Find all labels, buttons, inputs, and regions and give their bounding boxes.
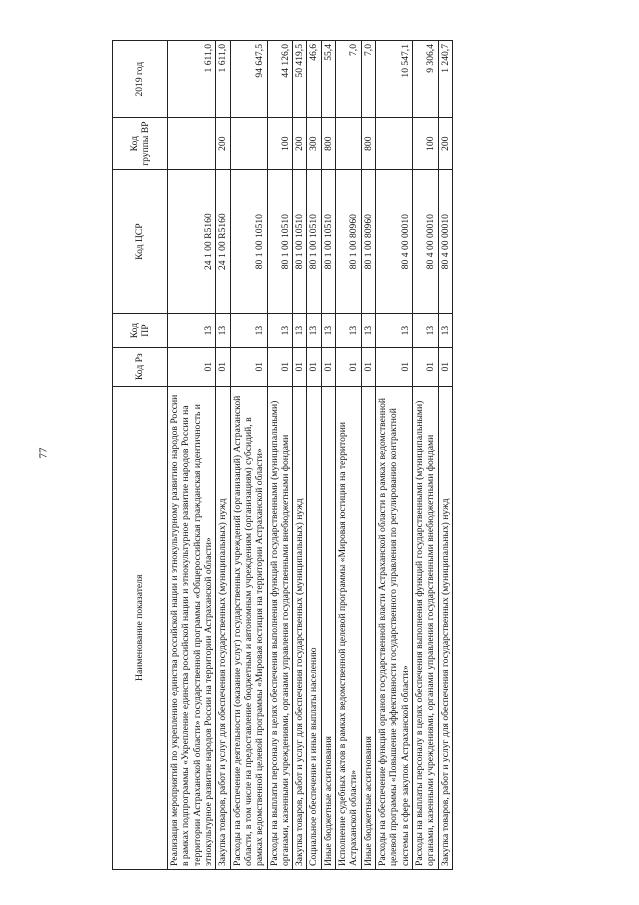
row-vr: 100: [412, 118, 438, 170]
row-csr: 24 1 00 R5160: [216, 169, 230, 313]
header-csr: Код ЦСР: [113, 169, 168, 313]
row-vr: 300: [307, 118, 321, 170]
row-csr: 80 1 00 10510: [230, 169, 267, 313]
row-name: Закупка товаров, работ и услуг для обеспечения государственных (муниципальных) нужд: [293, 386, 307, 869]
row-csr: 80 1 00 80960: [361, 169, 375, 313]
row-pr: 13: [438, 314, 452, 348]
row-vr: 200: [293, 118, 307, 170]
row-name: Социальное обеспечение и иные выплаты населению: [307, 386, 321, 869]
row-pr: 13: [168, 314, 216, 348]
row-2019: 94 647,5: [230, 41, 267, 118]
header-2019: 2019 год: [113, 41, 168, 118]
row-name: Расходы на выплаты персоналу в целях обеспечения выполнения функций государственными (муниципальными) органами, казенными учреждениями, органами управления государственными внебюджетными фондами: [412, 386, 438, 869]
row-rz: 01: [376, 347, 413, 386]
row-csr: 80 1 00 10510: [321, 169, 335, 313]
row-rz: 01: [336, 347, 362, 386]
row-rz: 01: [321, 347, 335, 386]
row-2019: 1 611,0: [168, 41, 216, 118]
row-pr: 13: [412, 314, 438, 348]
row-csr: 80 4 00 00010: [438, 169, 452, 313]
header-rz: Код Рз: [113, 347, 168, 386]
table-row: [361, 41, 375, 870]
header-pr: Код ПР: [113, 314, 168, 348]
row-csr: 80 4 00 00010: [376, 169, 413, 313]
row-vr: 200: [438, 118, 452, 170]
row-rz: 01: [307, 347, 321, 386]
page-number: 77: [37, 447, 50, 459]
row-pr: 13: [267, 314, 293, 348]
row-pr: 13: [361, 314, 375, 348]
row-name: Расходы на выплаты персоналу в целях обеспечения выполнения функций государственными (муниципальными) органами, казенными учреждениями, органами управления государственными внебюджетными фондами: [267, 386, 293, 869]
row-2019: 50 419,5: [293, 41, 307, 118]
row-2019: 9 306,4: [412, 41, 438, 118]
row-name: Закупка товаров, работ и услуг для обеспечения государственных (муниципальных) нужд: [438, 386, 452, 869]
table-row: [438, 41, 452, 870]
row-pr: 13: [293, 314, 307, 348]
row-2019: 1 611,0: [216, 41, 230, 118]
row-2019: 1 240,7: [438, 41, 452, 118]
row-vr: [336, 118, 362, 170]
table-row: [376, 41, 413, 870]
header-vr: Код группы ВР: [113, 118, 168, 170]
row-2019: 7,0: [336, 41, 362, 118]
row-vr: [168, 118, 216, 170]
row-2019: 10 547,1: [376, 41, 413, 118]
row-csr: 80 4 00 00010: [412, 169, 438, 313]
table-row: [168, 41, 216, 870]
table-row: [267, 41, 293, 870]
row-pr: 13: [216, 314, 230, 348]
row-pr: 13: [230, 314, 267, 348]
table-row: [307, 41, 321, 870]
header-name: Наименование показателя: [113, 386, 168, 869]
row-rz: 01: [361, 347, 375, 386]
row-pr: 13: [307, 314, 321, 348]
table-row: [336, 41, 362, 870]
row-name: Реализация мероприятий по укреплению единства российской нации и этнокультурному развитию народов России в рамках подпрограммы «Укрепление единства российской нации и этнокультурное развитие народов России на территории Астраханской области» государственной программы «Общероссийская гражданская идентичность и этнокультурное развитие народов России на территории Астраханской области»: [168, 386, 216, 869]
row-rz: 01: [267, 347, 293, 386]
row-csr: 24 1 00 R5160: [168, 169, 216, 313]
row-name: Расходы на обеспечение деятельности (оказание услуг) государственных учреждений (организаций) Астраханской области, в том числе на предоставление бюджетным и автономным учреждениям (организациям) субсидий, в рамках ведомственной целевой программы «Мировая юстиция на территории Астраханской области»: [230, 386, 267, 869]
row-2019: 55,4: [321, 41, 335, 118]
row-rz: 01: [412, 347, 438, 386]
row-csr: 80 1 00 10510: [293, 169, 307, 313]
row-vr: [230, 118, 267, 170]
row-pr: 13: [376, 314, 413, 348]
row-pr: 13: [321, 314, 335, 348]
row-name: Расходы на обеспечение функций органов государственной власти Астраханской области в рамках ведомственной целевой программы «Повышение эффективности государственного управления по регулированию контрактной системы в сфере закупок Астраханской области»: [376, 386, 413, 869]
row-2019: 46,6: [307, 41, 321, 118]
row-name: Иные бюджетные ассигнования: [321, 386, 335, 869]
table-row: [321, 41, 335, 870]
row-csr: 80 1 00 80960: [336, 169, 362, 313]
row-2019: 44 126,0: [267, 41, 293, 118]
row-2019: 7,0: [361, 41, 375, 118]
rotated-table-container: [112, 40, 453, 870]
row-name: Исполнение судебных актов в рамках ведомственной целевой программы «Мировая юстиция на территории Астраханской области»: [336, 386, 362, 869]
row-rz: 01: [438, 347, 452, 386]
row-pr: 13: [336, 314, 362, 348]
table-header-row: [113, 41, 168, 870]
row-csr: 80 1 00 10510: [307, 169, 321, 313]
row-rz: 01: [230, 347, 267, 386]
row-rz: 01: [168, 347, 216, 386]
row-vr: 200: [216, 118, 230, 170]
row-name: Иные бюджетные ассигнования: [361, 386, 375, 869]
table-row: [216, 41, 230, 870]
row-csr: 80 1 00 10510: [267, 169, 293, 313]
table-row: [230, 41, 267, 870]
row-rz: 01: [216, 347, 230, 386]
budget-table: [112, 40, 453, 870]
row-vr: 800: [321, 118, 335, 170]
row-vr: 800: [361, 118, 375, 170]
row-vr: [376, 118, 413, 170]
row-name: Закупка товаров, работ и услуг для обеспечения государственных (муниципальных) нужд: [216, 386, 230, 869]
table-row: [293, 41, 307, 870]
row-rz: 01: [293, 347, 307, 386]
table-row: [412, 41, 438, 870]
row-vr: 100: [267, 118, 293, 170]
